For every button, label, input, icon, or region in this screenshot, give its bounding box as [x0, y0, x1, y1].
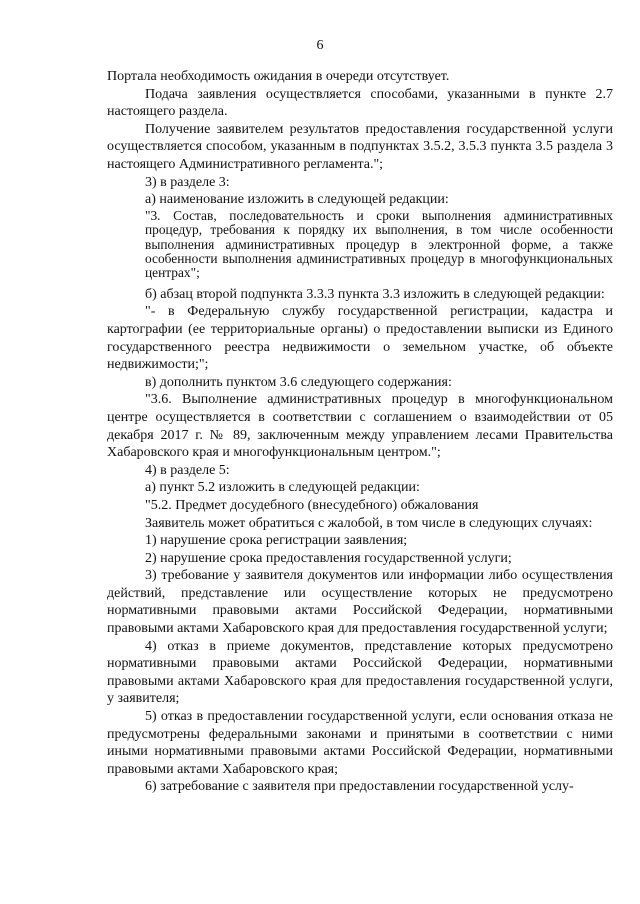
list-item: 4) отказ в приеме документов, представление которых предусмотрено нормативными правовыми актами Российской Федерации, нормативными правовыми актами Хабаровского края для предоставления государственной услуги, у заявителя; [107, 638, 613, 707]
document-body [107, 68, 613, 796]
quoted-heading-block: "3. Состав, последовательность и сроки выполнения административных процедур, требования к порядку их выполнения, в том числе особенности выполнения административных процедур в электронной форме, а также особенности выполнения административных процедур в многофункциональных центрах"; [145, 207, 613, 281]
paragraph: Портала необходимость ожидания в очереди отсутствует. [107, 69, 450, 84]
page-number: 6 [316, 38, 324, 53]
paragraph: Заявитель может обратиться с жалобой, в том числе в следующих случаях: [145, 515, 593, 531]
paragraph: Получение заявителем результатов предоставления государственной услуги осуществляется способом, указанным в подпунктах 3.5.2, 3.5.3 пункта 3.5 раздела 3 настоящего Административного регламента."; [107, 121, 613, 172]
paragraph: б) абзац второй подпункта 3.3.3 пункта 3.3 изложить в следующей редакции: [145, 286, 605, 302]
paragraph: в) дополнить пунктом 3.6 следующего содержания: [145, 374, 452, 390]
list-item: 6) затребование с заявителя при предоставлении государственной услу- [145, 779, 574, 795]
paragraph: "5.2. Предмет досудебного (внесудебного) обжалования [145, 497, 479, 513]
paragraph: "- в Федеральную службу государственной регистрации, кадастра и картографии (ее территориальные органы) о предоставлении выписки из Единого государственного реестра недвижимости о земельном участке, об объекте недвижимости;"; [107, 304, 613, 373]
list-item: 1) нарушение срока регистрации заявления; [145, 533, 408, 549]
paragraph: 4) в разделе 5: [145, 462, 230, 478]
list-item: 3) требование у заявителя документов или информации либо осуществления действий, представление или осуществление которых не предусмотрено нормативными правовыми актами Российской Федерации, нормативными правовыми актами Хабаровского края для предоставления государственной услуги; [107, 568, 613, 637]
paragraph: а) наименование изложить в следующей редакции: [145, 192, 449, 208]
list-item: 5) отказ в предоставлении государственной услуги, если основания отказа не предусмотрены федеральными законами и принятыми в соответствии с ними иными нормативными правовыми актами Российской Федерации, нормативными правовыми актами Хабаровского края; [107, 709, 613, 777]
paragraph: "3.6. Выполнение административных процедур в многофункциональном центре осуществляется в соответствии с соглашением о взаимодействии от 05 декабря 2017 г. № 89, заключенным между управлением лесами Правительства Хабаровского края и многофункциональным центром."; [107, 392, 613, 461]
paragraph: 3) в разделе 3: [145, 174, 230, 190]
paragraph: Подача заявления осуществляется способами, указанными в пункте 2.7 настоящего раздела. [107, 86, 613, 120]
list-item: 2) нарушение срока предоставления государственной услуги; [145, 550, 512, 566]
paragraph: а) пункт 5.2 изложить в следующей редакции: [145, 480, 420, 496]
